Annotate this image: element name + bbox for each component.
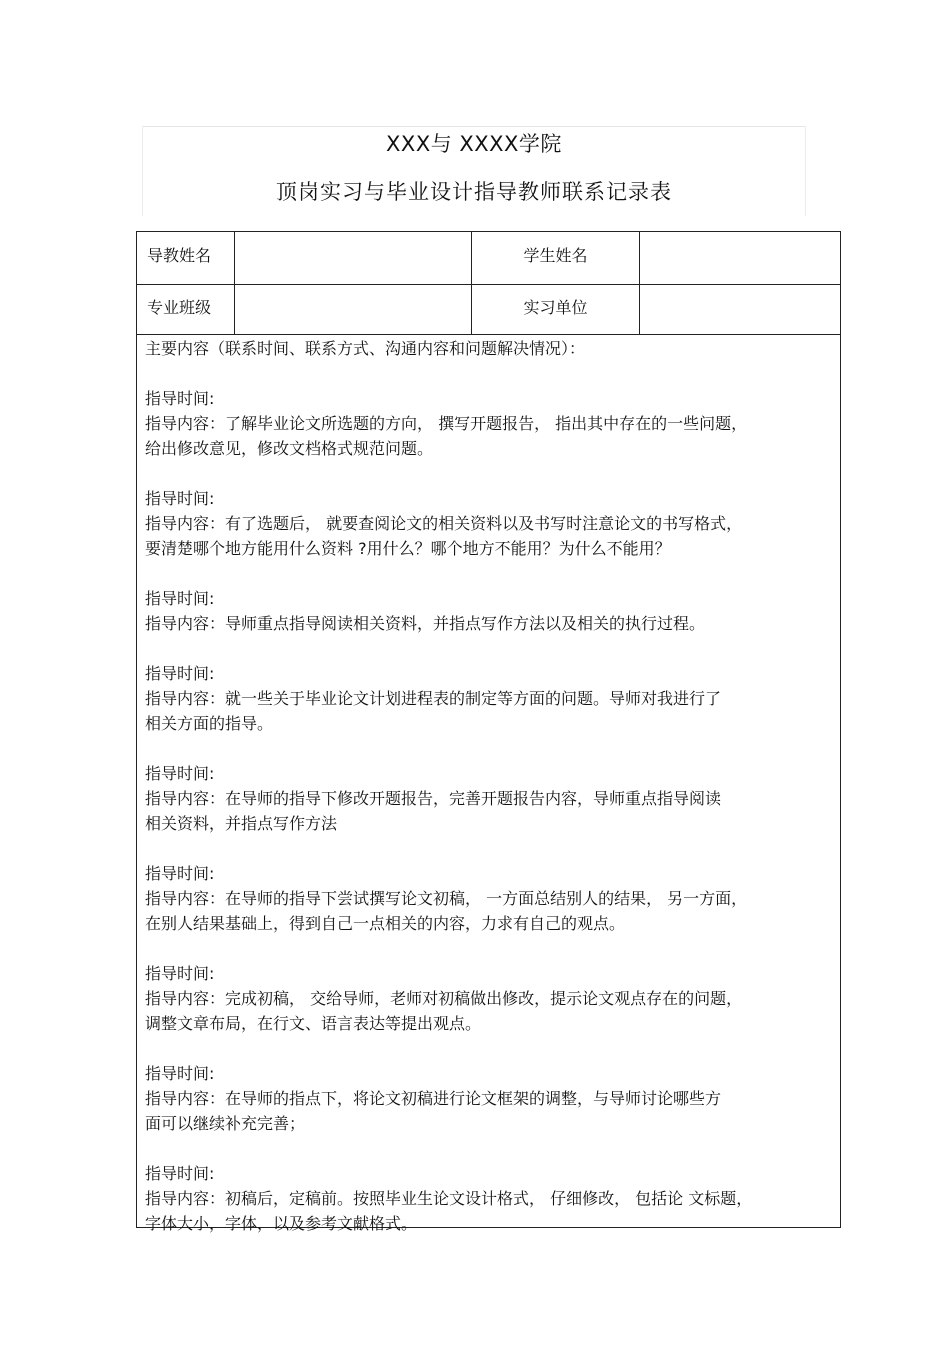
guidance-content-line: 面可以继续补充完善； [145, 1114, 306, 1133]
guidance-time-label: 指导时间: [145, 1064, 215, 1083]
guidance-content-line: 指导内容：在导师的指导下修改开题报告，完善开题报告内容，导师重点指导阅读 [145, 789, 722, 808]
form-header [142, 126, 806, 216]
guidance-content-line: 指导内容：初稿后，定稿前。按照毕业生论文设计格式， 仔细修改， 包括论 文标题， [145, 1189, 753, 1208]
guidance-content-line: 指导内容：就一些关于毕业论文计划进程表的制定等方面的问题。导师对我进行了 [145, 689, 722, 708]
guidance-entry [145, 386, 834, 461]
major-class-field[interactable] [235, 285, 471, 334]
guidance-time-label: 指导时间: [145, 764, 215, 783]
guidance-entry [145, 586, 834, 636]
guidance-content-line: 相关资料，并指点写作方法 [145, 814, 338, 833]
teacher-name-label: 导教姓名 [147, 246, 212, 265]
guidance-entry [145, 961, 834, 1036]
guidance-time-label: 指导时间: [145, 864, 215, 883]
guidance-time-label: 指导时间: [145, 389, 215, 408]
teacher-name-field[interactable] [235, 232, 471, 284]
guidance-time-label: 指导时间: [145, 964, 215, 983]
guidance-content-line: 相关方面的指导。 [145, 714, 274, 733]
guidance-content-line: 指导内容：在导师的指点下，将论文初稿进行论文框架的调整，与导师讨论哪些方 [145, 1089, 722, 1108]
guidance-entry [145, 1161, 834, 1236]
row-divider [137, 334, 840, 335]
guidance-content-line: 指导内容：有了选题后， 就要查阅论文的相关资料以及书写时注意论文的书写格式， [145, 514, 743, 533]
guidance-time-label: 指导时间: [145, 664, 215, 683]
form-title: 顶岗实习与毕业设计指导教师联系记录表 [276, 180, 672, 204]
main-content-cell [145, 336, 834, 1236]
guidance-entry [145, 661, 834, 736]
major-class-label: 专业班级 [147, 298, 212, 317]
student-name-field[interactable] [640, 232, 840, 284]
guidance-entry [145, 1061, 834, 1136]
school-title: XXX与 XXXX学院 [386, 132, 562, 156]
guidance-content-line: 字体大小，字体，以及参考文献格式。 [145, 1214, 418, 1233]
internship-unit-label: 实习单位 [523, 298, 588, 317]
guidance-time-label: 指导时间: [145, 589, 215, 608]
guidance-content-line: 指导内容：在导师的指导下尝试撰写论文初稿， 一方面总结别人的结果， 另一方面， [145, 889, 748, 908]
contact-record-table [136, 231, 841, 1233]
guidance-time-label: 指导时间: [145, 1164, 215, 1183]
guidance-content-line: 在别人结果基础上，得到自己一点相关的内容，力求有自己的观点。 [145, 914, 626, 933]
guidance-entry [145, 486, 834, 561]
internship-unit-field[interactable] [640, 285, 840, 334]
guidance-content-line: 指导内容：导师重点指导阅读相关资料，并指点写作方法以及相关的执行过程。 [145, 614, 706, 633]
main-content-heading: 主要内容（联系时间、联系方式、沟通内容和问题解决情况）： [145, 339, 586, 358]
guidance-entry [145, 761, 834, 836]
guidance-content-line: 指导内容：完成初稿， 交给导师，老师对初稿做出修改，提示论文观点存在的问题， [145, 989, 743, 1008]
guidance-content-line: 指导内容：了解毕业论文所选题的方向， 撰写开题报告， 指出其中存在的一些问题， [145, 414, 748, 433]
guidance-content-line: 调整文章布局，在行文、语言表达等提出观点。 [145, 1014, 482, 1033]
guidance-time-label: 指导时间: [145, 489, 215, 508]
student-name-label: 学生姓名 [523, 246, 588, 265]
guidance-content-line: 要清楚哪个地方能用什么资料 ?用什么？哪个地方不能用？为什么不能用？ [145, 539, 671, 558]
guidance-entry [145, 861, 834, 936]
guidance-content-line: 给出修改意见，修改文档格式规范问题。 [145, 439, 434, 458]
